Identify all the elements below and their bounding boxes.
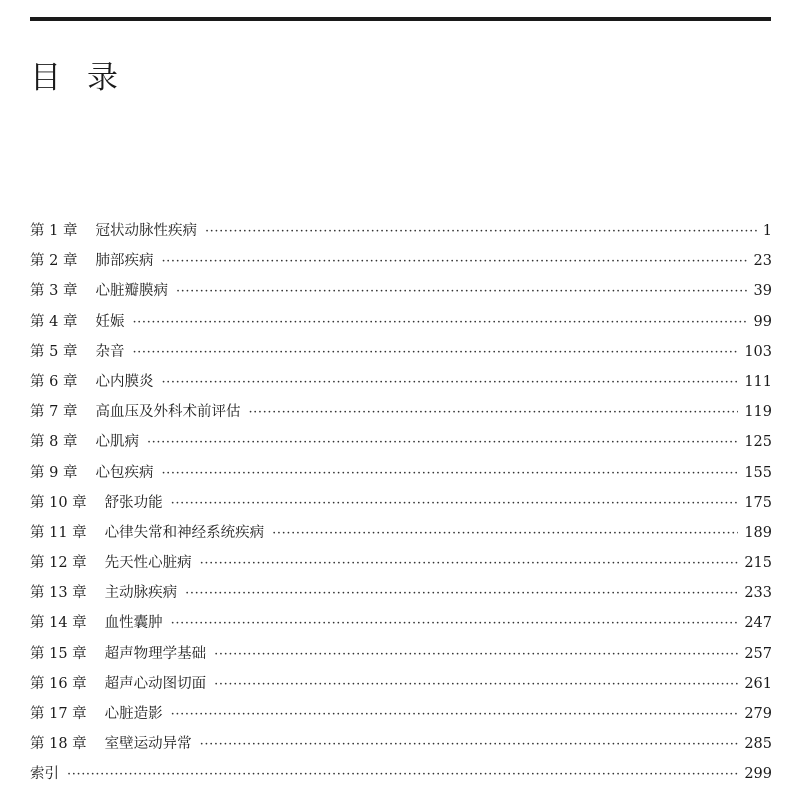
page-number: 1 (762, 223, 772, 239)
page-number: 279 (744, 706, 772, 722)
page-number: 247 (744, 615, 772, 632)
dot-leader (176, 277, 748, 307)
chapter-title: 超声心动图切面 (104, 675, 207, 692)
page-number: 261 (744, 675, 772, 692)
toc-entry[interactable] (30, 246, 772, 276)
dot-leader (248, 398, 738, 428)
chapter-title: 心肌病 (95, 434, 139, 451)
chapter-title: 冠状动脉性疾病 (95, 223, 197, 239)
dot-leader (161, 368, 738, 398)
chapter-number: 第 16 章 (30, 675, 87, 692)
chapter-title: 心包疾病 (95, 464, 154, 481)
dot-leader (200, 549, 739, 579)
chapter-title: 舒张功能 (104, 494, 163, 511)
toc-entry-index[interactable] (30, 759, 772, 789)
page-number: 103 (744, 343, 772, 360)
chapter-number: 第 2 章 (30, 253, 78, 270)
toc-entry[interactable] (30, 608, 772, 638)
dot-leader (185, 579, 738, 609)
page-number: 111 (744, 373, 772, 390)
toc-entry[interactable] (30, 307, 772, 337)
toc-entry[interactable] (30, 548, 772, 578)
toc-entry[interactable] (30, 518, 772, 548)
toc-entry[interactable] (30, 458, 772, 488)
chapter-number: 第 6 章 (30, 373, 78, 390)
toc-entry[interactable] (30, 639, 772, 669)
chapter-title: 先天性心脏病 (104, 555, 192, 572)
page-number: 175 (744, 494, 772, 511)
index-title: 索引 (30, 766, 59, 783)
dot-leader (272, 519, 738, 549)
chapter-title: 心脏造影 (104, 706, 163, 722)
dot-leader (161, 247, 747, 277)
page-number: 215 (744, 555, 772, 572)
dot-leader (171, 700, 739, 730)
toc-entry[interactable] (30, 216, 772, 246)
dot-leader (214, 640, 738, 670)
toc-entry[interactable] (30, 367, 772, 397)
chapter-number: 第 7 章 (30, 404, 78, 421)
chapter-number: 第 18 章 (30, 736, 87, 753)
toc-entry[interactable] (30, 276, 772, 306)
chapter-number: 第 3 章 (30, 283, 78, 300)
chapter-number: 第 15 章 (30, 645, 87, 662)
page-number: 23 (753, 253, 772, 270)
chapter-title: 心律失常和神经系统疾病 (104, 524, 265, 541)
dot-leader (214, 670, 738, 700)
chapter-title: 肺部疾病 (95, 253, 154, 270)
page-number: 285 (744, 736, 772, 753)
dot-leader (171, 609, 739, 639)
chapter-number: 第 13 章 (30, 585, 87, 602)
dot-leader (161, 459, 738, 489)
dot-leader (200, 730, 739, 760)
chapter-title: 妊娠 (95, 313, 125, 330)
chapter-title: 主动脉疾病 (104, 585, 178, 602)
page-number: 233 (744, 585, 772, 602)
page-number: 257 (744, 645, 772, 662)
chapter-number: 第 4 章 (30, 313, 78, 330)
dot-leader (147, 428, 738, 458)
toc-entry[interactable] (30, 337, 772, 367)
page-number: 39 (753, 283, 772, 300)
toc-entry[interactable] (30, 397, 772, 427)
table-of-contents (30, 216, 772, 790)
page-number: 119 (744, 404, 772, 421)
chapter-title: 超声物理学基础 (104, 645, 207, 662)
top-rule (30, 17, 771, 21)
chapter-number: 第 5 章 (30, 343, 78, 360)
page-number: 155 (744, 464, 772, 481)
chapter-title: 心内膜炎 (95, 373, 154, 390)
page-number: 99 (753, 313, 772, 330)
chapter-number: 第 17 章 (30, 706, 87, 722)
toc-entry[interactable] (30, 699, 772, 729)
dot-leader (205, 217, 757, 247)
chapter-title: 室壁运动异常 (104, 736, 192, 753)
toc-entry[interactable] (30, 729, 772, 759)
chapter-number: 第 1 章 (30, 223, 78, 239)
dot-leader (67, 760, 738, 790)
chapter-title: 杂音 (95, 343, 125, 360)
page-number: 189 (744, 524, 772, 541)
chapter-title: 血性囊肿 (104, 615, 163, 632)
chapter-number: 第 11 章 (30, 524, 87, 541)
toc-entry[interactable] (30, 427, 772, 457)
chapter-number: 第 12 章 (30, 555, 87, 572)
chapter-title: 心脏瓣膜病 (95, 283, 168, 300)
dot-leader (132, 308, 747, 338)
dot-leader (132, 338, 738, 368)
page-number: 299 (744, 766, 772, 783)
dot-leader (171, 489, 739, 519)
page-title: 目录 (30, 60, 144, 96)
toc-entry[interactable] (30, 669, 772, 699)
toc-entry[interactable] (30, 488, 772, 518)
chapter-number: 第 9 章 (30, 464, 78, 481)
toc-entry[interactable] (30, 578, 772, 608)
chapter-number: 第 14 章 (30, 615, 87, 632)
page-number: 125 (744, 434, 772, 451)
chapter-number: 第 8 章 (30, 434, 78, 451)
chapter-number: 第 10 章 (30, 494, 87, 511)
chapter-title: 高血压及外科术前评估 (95, 404, 241, 421)
